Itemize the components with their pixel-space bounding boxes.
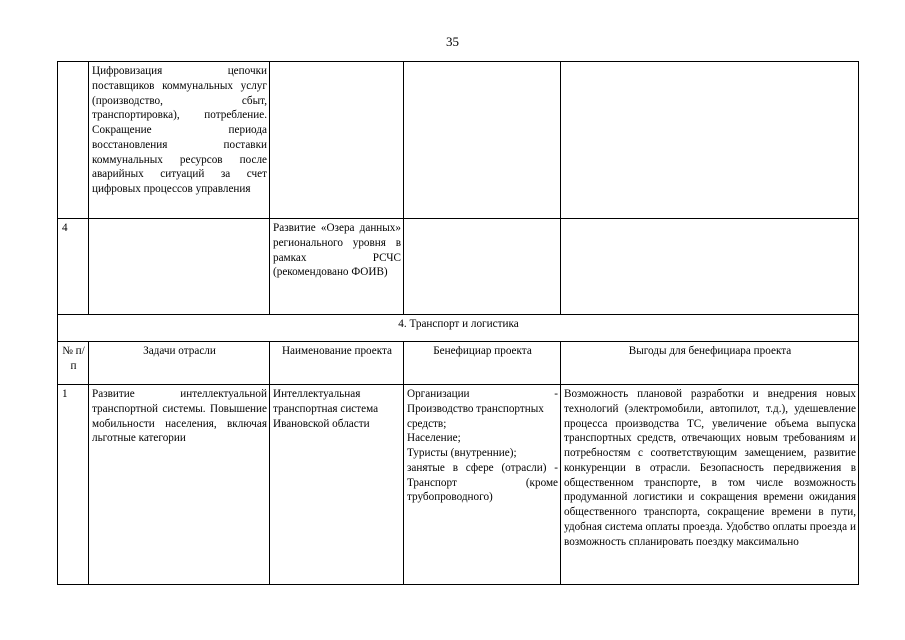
project-cell: Интеллектуальная транспортная система Ивановской области — [270, 385, 404, 585]
benefits-cell — [561, 62, 859, 219]
header-benefits: Выгоды для бенефициара проекта — [561, 342, 859, 385]
table-row — [58, 62, 859, 219]
table-row — [58, 385, 859, 585]
section-row — [58, 315, 859, 342]
page-number: 35 — [446, 34, 459, 49]
beneficiary-line: Население; — [407, 432, 461, 445]
beneficiary-cell — [404, 219, 561, 315]
task-cell: Цифровизация цепочки поставщиков коммунальных услуг (производство, сбыт, транспортировка), потребление. Сокращение периода восстановления поставки коммунальных ресурсов после аварийных ситуаций за счет цифровых процессов управления — [89, 62, 270, 219]
projects-table — [57, 61, 859, 585]
beneficiary-line: занятые в сфере (отрасли) - Транспорт (кроме трубопроводного) — [407, 461, 558, 504]
table-row — [58, 219, 859, 315]
benefits-cell: Возможность плановой разработки и внедрения новых технологий (электромобили, автопилот, т.д.), удешевление процесса производства ТС, увеличение объема выпуска транспортных средств, отвечающих новым требованиям и потребностям с соответствующим замещением, развитие конкуренции в отрасли. Безопасность передвижения в общественном транспорте, в том числе возможность продуманной логистики и сокращения времени ожидания общественного транспорта, сокращение времени в пути, удобная система оплаты проезда. Удобство оплаты проезда и возможность спланировать поездку максимально — [561, 385, 859, 585]
num-cell — [58, 62, 89, 219]
beneficiary-cell — [404, 385, 561, 585]
num-cell: 1 — [58, 385, 89, 585]
beneficiary-line: Организации - — [407, 388, 558, 400]
num-cell: 4 — [58, 219, 89, 315]
beneficiary-line: Туристы (внутренние); — [407, 447, 517, 460]
project-cell — [270, 62, 404, 219]
header-num: № п/п — [58, 342, 89, 385]
header-beneficiary: Бенефициар проекта — [404, 342, 561, 385]
task-cell — [89, 219, 270, 315]
header-project: Наименование проекта — [270, 342, 404, 385]
beneficiary-line: Производство транспортных средств; — [407, 402, 544, 430]
header-task: Задачи отрасли — [89, 342, 270, 385]
header-row — [58, 342, 859, 385]
project-cell: Развитие «Озера данных» регионального уровня в рамках РСЧС (рекомендовано ФОИВ) — [270, 219, 404, 315]
section-title: 4. Транспорт и логистика — [58, 315, 859, 342]
benefits-cell — [561, 219, 859, 315]
task-cell: Развитие интеллектуальной транспортной системы. Повышение мобильности населения, включая льготные категории — [89, 385, 270, 585]
beneficiary-cell — [404, 62, 561, 219]
